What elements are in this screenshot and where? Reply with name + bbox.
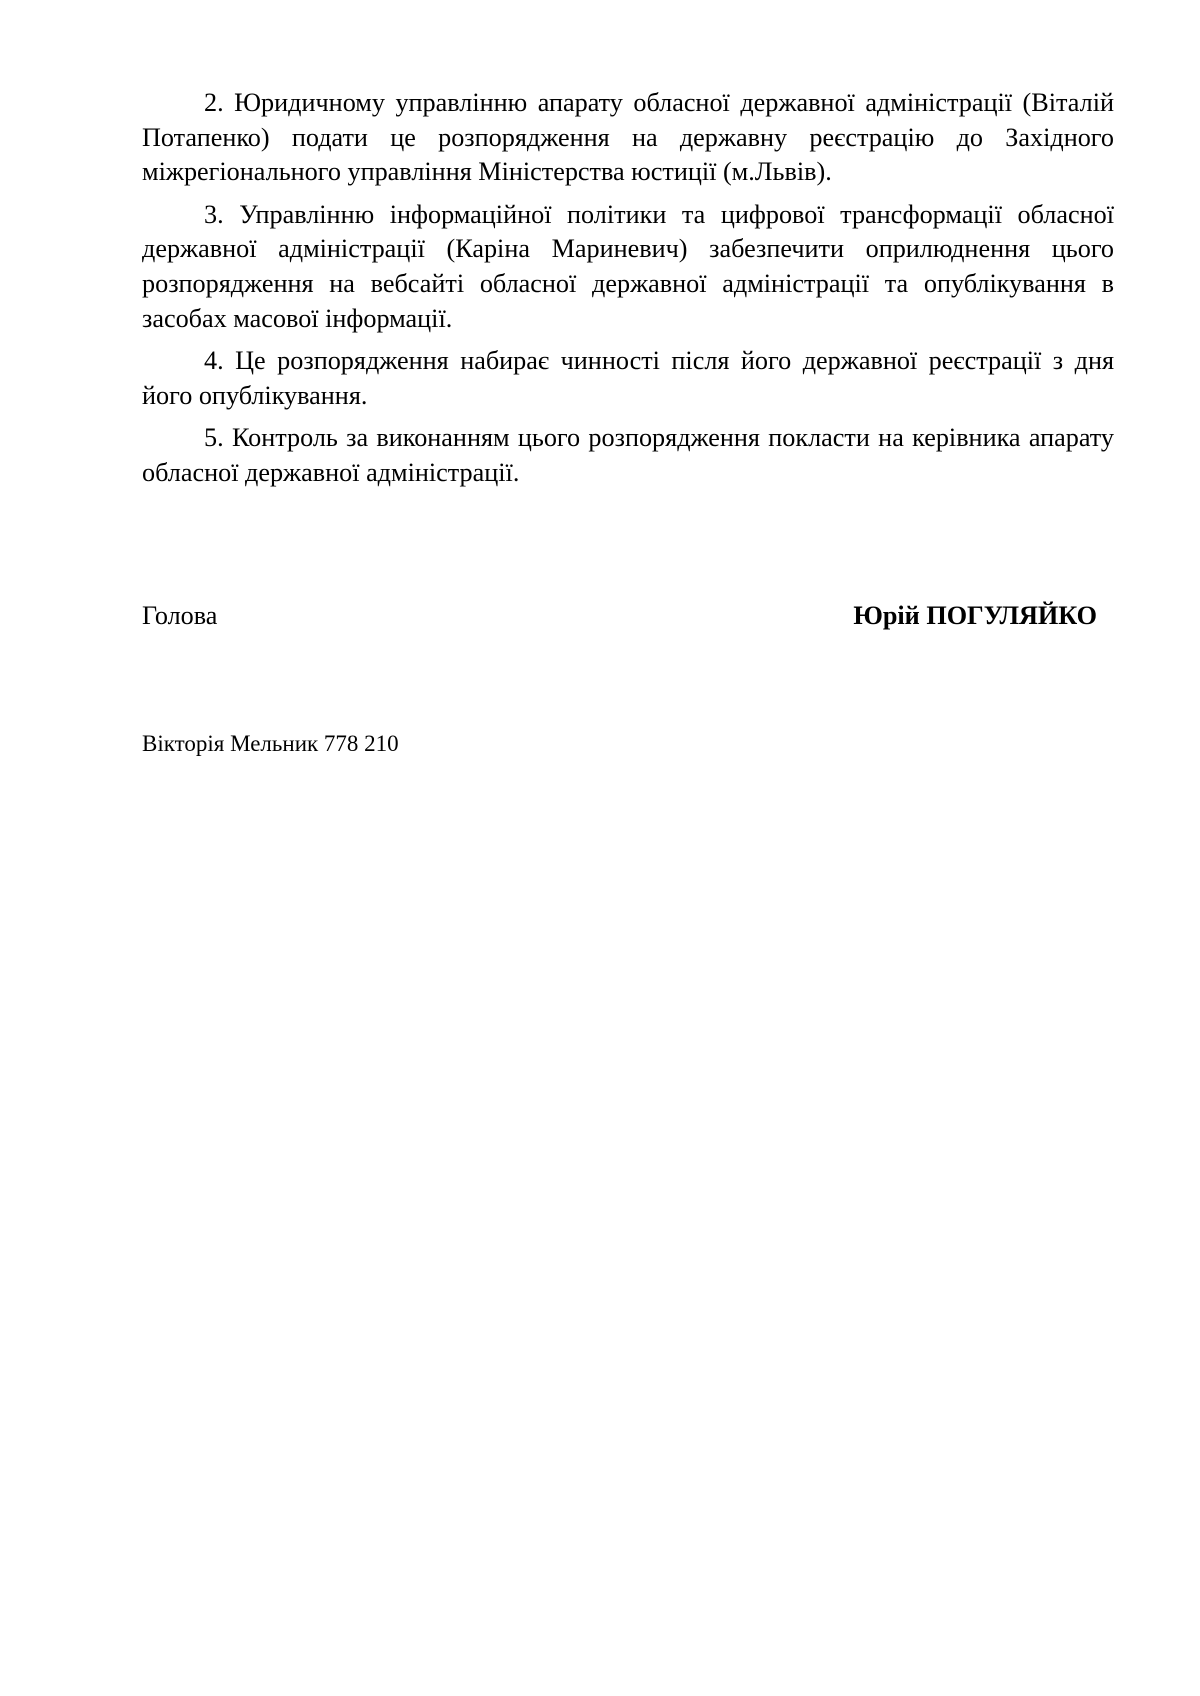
paragraph-3 [142,198,1114,336]
paragraph-text: Управлінню інформаційної політики та цифрової трансформації обласної державної адміністрації (Каріна Мариневич) забезпечити оприлюднення цього розпорядження на вебсайті обласної державної адміністрації та опублікування в засобах масової інформації. [142,199,1114,333]
paragraph-number: 2. [204,88,224,117]
signature-block [142,601,1097,631]
paragraph-text: Юридичному управлінню апарату обласної державної адміністрації (Віталій Потапенко) подати це розпорядження на державну реєстрацію до Західного міжрегіонального управління Міністерства юстиції (м.Львів). [142,88,1115,187]
paragraph-2 [142,86,1114,190]
paragraph-5 [142,421,1114,490]
paragraph-4 [142,344,1114,413]
paragraph-number: 5. [204,423,224,453]
signer-title: Голова [142,601,218,630]
executor-contact: Вікторія Мельник 778 210 [142,731,399,756]
paragraph-text: Це розпорядження набирає чинності після його державної реєстрації з дня його опублікування. [142,346,1115,410]
paragraph-text: Контроль за виконанням цього розпорядження покласти на керівника апарату обласної державної адміністрації. [142,423,1114,487]
document-body [142,86,1114,499]
signer-name: Юрій ПОГУЛЯЙКО [853,601,1097,630]
paragraph-number: 4. [204,346,224,376]
paragraph-number: 3. [204,199,224,229]
